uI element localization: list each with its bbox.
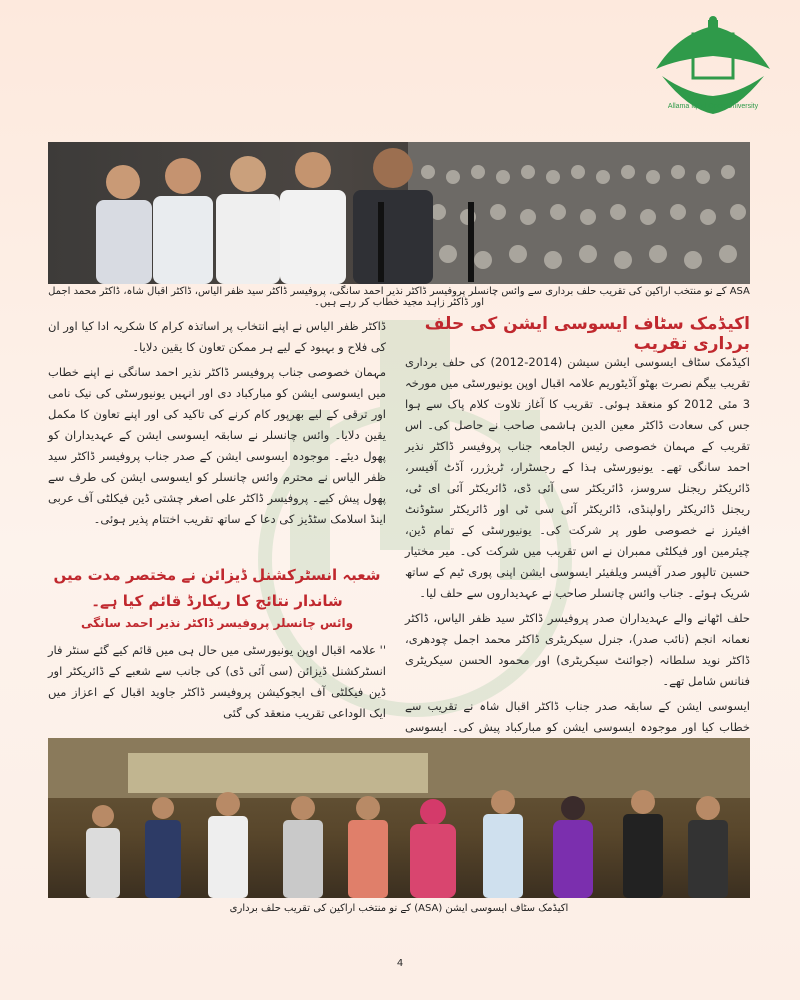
left-paragraph-3: '' علامہ اقبال اوپن یونیورسٹی میں حال ہی میں قائم کیے گئے سنٹر فار انسٹرکشنل ڈیزائن (سی آئی ڈی) کی جانب سے شعبے کے ڈائریکٹر اور ڈین فیکلٹی آف ایجوکیشن پروفیسر ڈاکٹر جاوید اقبال کے اعزاز میں ایک الوداعی تقریب منعقد کی گئی [48,643,386,720]
left-column-top [48,316,386,534]
university-logo [648,14,778,124]
right-paragraph-3: ایسوسی ایشن کے سابقہ صدر جناب ڈاکٹر اقبال شاہ نے تقریب سے خطاب کیا اور موجودہ ایسوسی ایشن کو مبارکباد پیش کی۔ ایسوسی [405,699,750,734]
secondary-subheading: وائس چانسلر پروفیسر ڈاکٹر نذیر احمد سانگی [80,616,354,630]
page-number: 4 [396,958,404,969]
right-paragraph-1: اکیڈمک سٹاف ایسوسی ایشن سیشن (2014-2012) کی حلف برداری تقریب بیگم نصرت بھٹو آڈیٹوریم علامہ اقبال اوپن یونیورسٹی میں مورخہ 3 مئی 2012 کو منعقد ہوئی۔ تقریب کا آغاز تلاوت کلام پاک سے ہوا جس کی سعادت ڈاکٹر معین الدین ہاشمی صاحب نے حاصل کی۔ اس تقریب کے مہمان خصوصی رئیس الجامعہ جناب پروفیسر ڈاکٹر نذیر احمد سانگی تھے۔ یونیورسٹی ہذا کے رجسٹرار، ٹریژرر، آڈٹ آفیسر، ڈائریکٹر ریجنل سروسز، ڈائریکٹر سی آئی ڈی، ڈائریکٹر آئی ای ٹی، ریجنل ڈائریکٹر راولپنڈی، ڈائریکٹر آئی سی ٹی اور ڈائریکٹر سٹوڈنٹ افیئرز نے خصوصی طور پر شرکت کی۔ یونیورسٹی کے تمام ڈین، چیئرمین اور فیکلٹی ممبران نے اس تقریب میں شرکت کی۔ میر مختیار حسین تالپور صدر آفیسر ویلفیئر ایسوسی ایشن اپنی پوری ٹیم کے ساتھ شریک ہوئے۔ جناب وائس چانسلر صاحب نے عہدیداروں سے حلف لیا۔ [405,355,751,600]
right-column [405,352,750,763]
top-photo-illustration [48,142,750,284]
bottom-photo-caption: اکیڈمک سٹاف ایسوسی ایشن (ASA) کے نو منتخب اراکین کی تقریب حلف برداری [229,903,569,914]
bottom-photo [48,738,750,898]
article-heading: اکیڈمک سٹاف ایسوسی ایشن کی حلف برداری تقریب [424,314,750,354]
top-photo [48,142,750,284]
bottom-photo-illustration [48,738,750,898]
secondary-heading: شعبہ انسٹرکشنل ڈیزائن نے مختصر مدت میں شاندار نتائج کا ریکارڈ قائم کیا ہے۔ [53,566,381,610]
right-paragraph-2: حلف اٹھانے والے عہدیداران صدر پروفیسر ڈاکٹر سید ظفر الیاس، ڈاکٹر نعمانہ انجم (نائب صدر)، جنرل سیکریٹری ڈاکٹر محمد اجمل چودھری، ڈاکٹر نوید سلطانہ (جوائنٹ سیکریٹری) اور محمود الحسن سیکریٹری فنانس شامل تھے۔ [405,611,750,688]
left-paragraph-2: مہمان خصوصی جناب پروفیسر ڈاکٹر نذیر احمد سانگی نے اپنے خطاب میں ایسوسی ایشن کو مبارکباد دی اور انہیں یونیورسٹی کی نیک نامی اور ترقی کے لیے بھرپور کام کرنے کی تاکید کی اور اپنے تعاون کا مکمل یقین دلایا۔ وائس چانسلر نے سابقہ ایسوسی ایشن کے عہدیداران کو پھول دیئے۔ موجودہ ایسوسی ایشن کے صدر جناب پروفیسر ڈاکٹر سید ظفر الیاس نے محترم وائس چانسلر کو ایسوسی ایشن کی طرف سے پھول پیش کیے۔ پروفیسر ڈاکٹر علی اصغر چشتی ڈین فیکلٹی آف عربی اینڈ اسلامک سٹڈیز کی دعا کے ساتھ تقریب اختتام پذیر ہوئی۔ [48,365,386,526]
top-photo-caption: ASA کے نو منتخب اراکین کی تقریب حلف برداری سے وائس چانسلر پروفیسر ڈاکٹر نذیر احمد سانگی، پروفیسر ڈاکٹر سید ظفر الیاس، ڈاکٹر اقبال شاہ، ڈاکٹر محمد اجمل اور ڈاکٹر زاہد مجید خطاب کر رہے ہیں۔ [48,286,750,308]
left-column-bottom [48,640,386,728]
logo-text: Allama Iqbal Open University [667,103,759,110]
left-paragraph-1: ڈاکٹر ظفر الیاس نے اپنے انتخاب پر اساتذہ کرام کا شکریہ ادا کیا اور ان کی فلاح و بہبود کے لیے ہر ممکن تعاون کا یقین دلایا۔ [48,319,386,354]
